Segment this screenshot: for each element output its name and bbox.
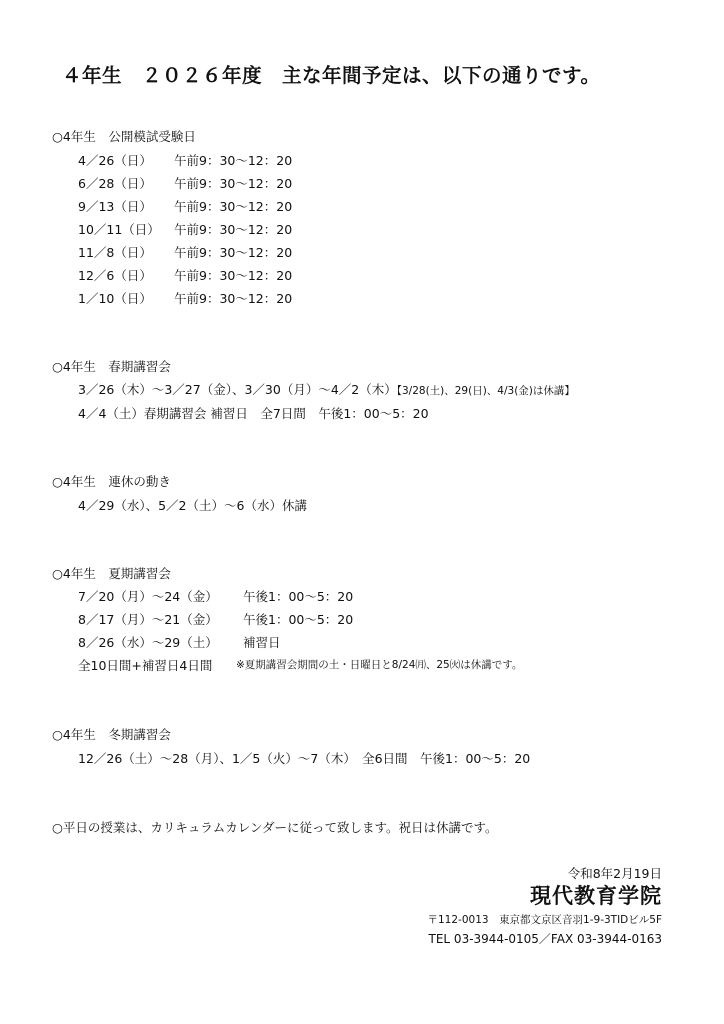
winter-line: 12／26（土）～28（月）、1／5（火）～7（木） 全6日間 午後1：00～5：20	[78, 751, 531, 766]
mock-exam-row	[78, 289, 293, 307]
spring-dates: 3／26（木）～3／27（金）、3／30（月）～4／2（木）	[78, 382, 397, 397]
exam-time: 午前9：30～12：20	[174, 222, 293, 237]
winter-heading: ○4年生 冬期講習会	[52, 727, 171, 742]
mock-exam-row	[78, 266, 293, 284]
exam-time: 午前9：30～12：20	[174, 291, 293, 306]
spring-line-2: 4／4（土）春期講習会 補習日 全7日間 午後1：00～5：20	[78, 406, 429, 421]
spring-line-1	[78, 380, 575, 398]
exam-date: 4／26（日）	[78, 153, 152, 168]
summer-total: 全10日間+補習日4日間	[78, 658, 213, 673]
spring-closure-note: 【3/28(土)、29(日)、4/3(金)は休講】	[396, 385, 575, 397]
mock-exam-row	[78, 220, 293, 238]
mock-exam-row	[78, 243, 293, 261]
holiday-heading: ○4年生 連休の動き	[52, 474, 171, 489]
exam-date: 12／6（日）	[78, 268, 152, 283]
school-phone: TEL 03-3944-0105／FAX 03-3944-0163	[428, 932, 662, 946]
summer-date: 8／17（月）～21（金）	[78, 612, 218, 627]
summer-row	[78, 587, 354, 605]
exam-date: 11／8（日）	[78, 245, 152, 260]
exam-time: 午前9：30～12：20	[174, 268, 293, 283]
mock-exam-row	[78, 197, 293, 215]
mock-exam-row	[78, 151, 293, 169]
school-address: 〒112-0013 東京都文京区音羽1-9-3TIDビル5F	[427, 914, 662, 926]
summer-info: 午後1：00～5：20	[243, 589, 354, 604]
exam-date: 1／10（日）	[78, 291, 152, 306]
issue-date: 令和8年2月19日	[567, 866, 662, 881]
exam-date: 9／13（日）	[78, 199, 152, 214]
exam-time: 午前9：30～12：20	[174, 199, 293, 214]
exam-time: 午前9：30～12：20	[174, 176, 293, 191]
mock-exam-heading: ○4年生 公開模試受験日	[52, 129, 196, 144]
weekday-note: ○平日の授業は、カリキュラムカレンダーに従って致します。祝日は休講です。	[52, 820, 498, 835]
summer-row	[78, 610, 354, 628]
summer-total-row	[78, 656, 523, 674]
summer-heading: ○4年生 夏期講習会	[52, 566, 171, 581]
exam-date: 10／11（日）	[78, 222, 160, 237]
spring-heading: ○4年生 春期講習会	[52, 359, 171, 374]
summer-date: 8／26（水）～29（土）	[78, 635, 218, 650]
holiday-line: 4／29（水）、5／2（土）～6（水）休講	[78, 498, 307, 513]
summer-note: ※夏期講習会期間の土・日曜日と8/24㈪、25㈫は休講です。	[236, 659, 523, 671]
summer-date: 7／20（月）～24（金）	[78, 589, 218, 604]
summer-info: 補習日	[243, 635, 281, 650]
exam-time: 午前9：30～12：20	[174, 153, 293, 168]
school-name: 現代教育学院	[530, 884, 662, 908]
summer-row	[78, 633, 281, 651]
mock-exam-row	[78, 174, 293, 192]
summer-info: 午後1：00～5：20	[243, 612, 354, 627]
exam-date: 6／28（日）	[78, 176, 152, 191]
exam-time: 午前9：30～12：20	[174, 245, 293, 260]
page-title: ４年生 ２０２６年度 主な年間予定は、以下の通りです。	[62, 64, 601, 87]
